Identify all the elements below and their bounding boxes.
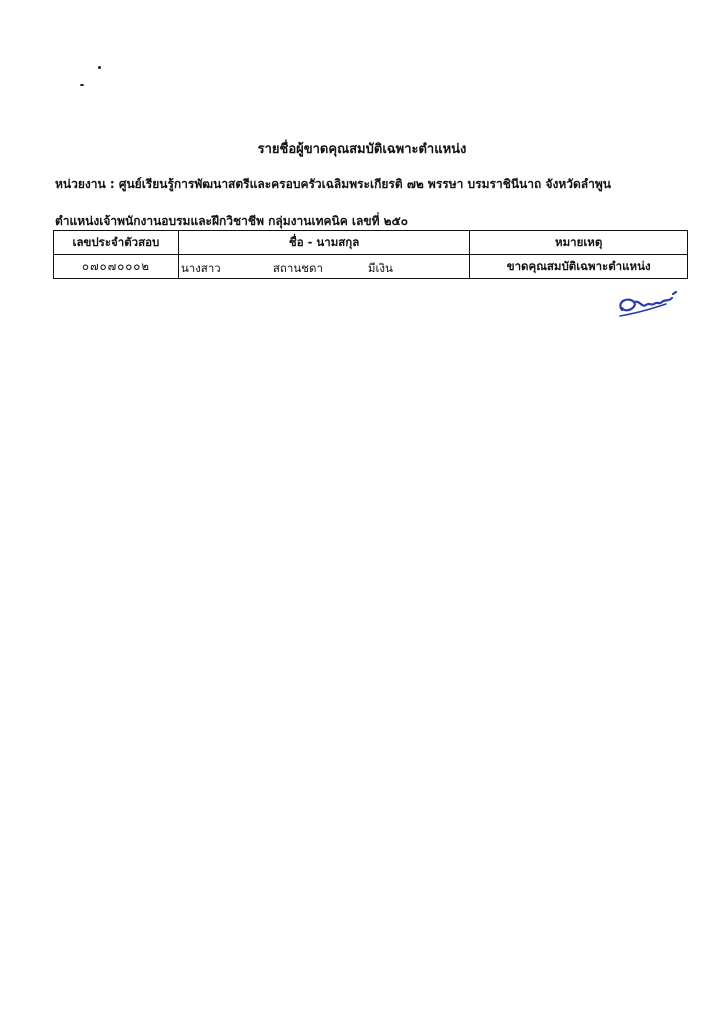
- last-name: มีเงิน: [367, 261, 393, 275]
- name-prefix: นางสาว: [180, 261, 221, 275]
- position-line: ตำแหน่งเจ้าพนักงานอบรมและฝึกวิชาชีพ กลุ่มงานเทคนิค เลขที่ ๒๕๐: [55, 214, 408, 228]
- signature-mark: [612, 288, 684, 324]
- remark-cell: ขาดคุณสมบัติเฉพาะตำแหน่ง: [470, 255, 688, 279]
- disqualified-list-table: [53, 230, 688, 279]
- scan-speck: [80, 84, 84, 86]
- table-row: [54, 255, 688, 279]
- document-title: รายชื่อผู้ขาดคุณสมบัติเฉพาะตำแหน่ง: [257, 142, 467, 157]
- header-remark: หมายเหตุ: [470, 231, 688, 255]
- name-cell: [178, 255, 469, 279]
- agency-line: หน่วยงาน : ศูนย์เรียนรู้การพัฒนาสตรีและครอบครัวเฉลิมพระเกียรติ ๗๒ พรรษา บรมราชินีนาถ จังหวัดลำพูน: [55, 177, 611, 191]
- scan-speck: [98, 66, 101, 69]
- exam-id-cell: ๐๗๐๗๐๐๐๒: [54, 255, 179, 279]
- first-name: สถานชดา: [272, 261, 323, 275]
- table-header-row: [54, 231, 688, 255]
- header-name: ชื่อ - นามสกุล: [178, 231, 469, 255]
- header-exam-id: เลขประจำตัวสอบ: [54, 231, 179, 255]
